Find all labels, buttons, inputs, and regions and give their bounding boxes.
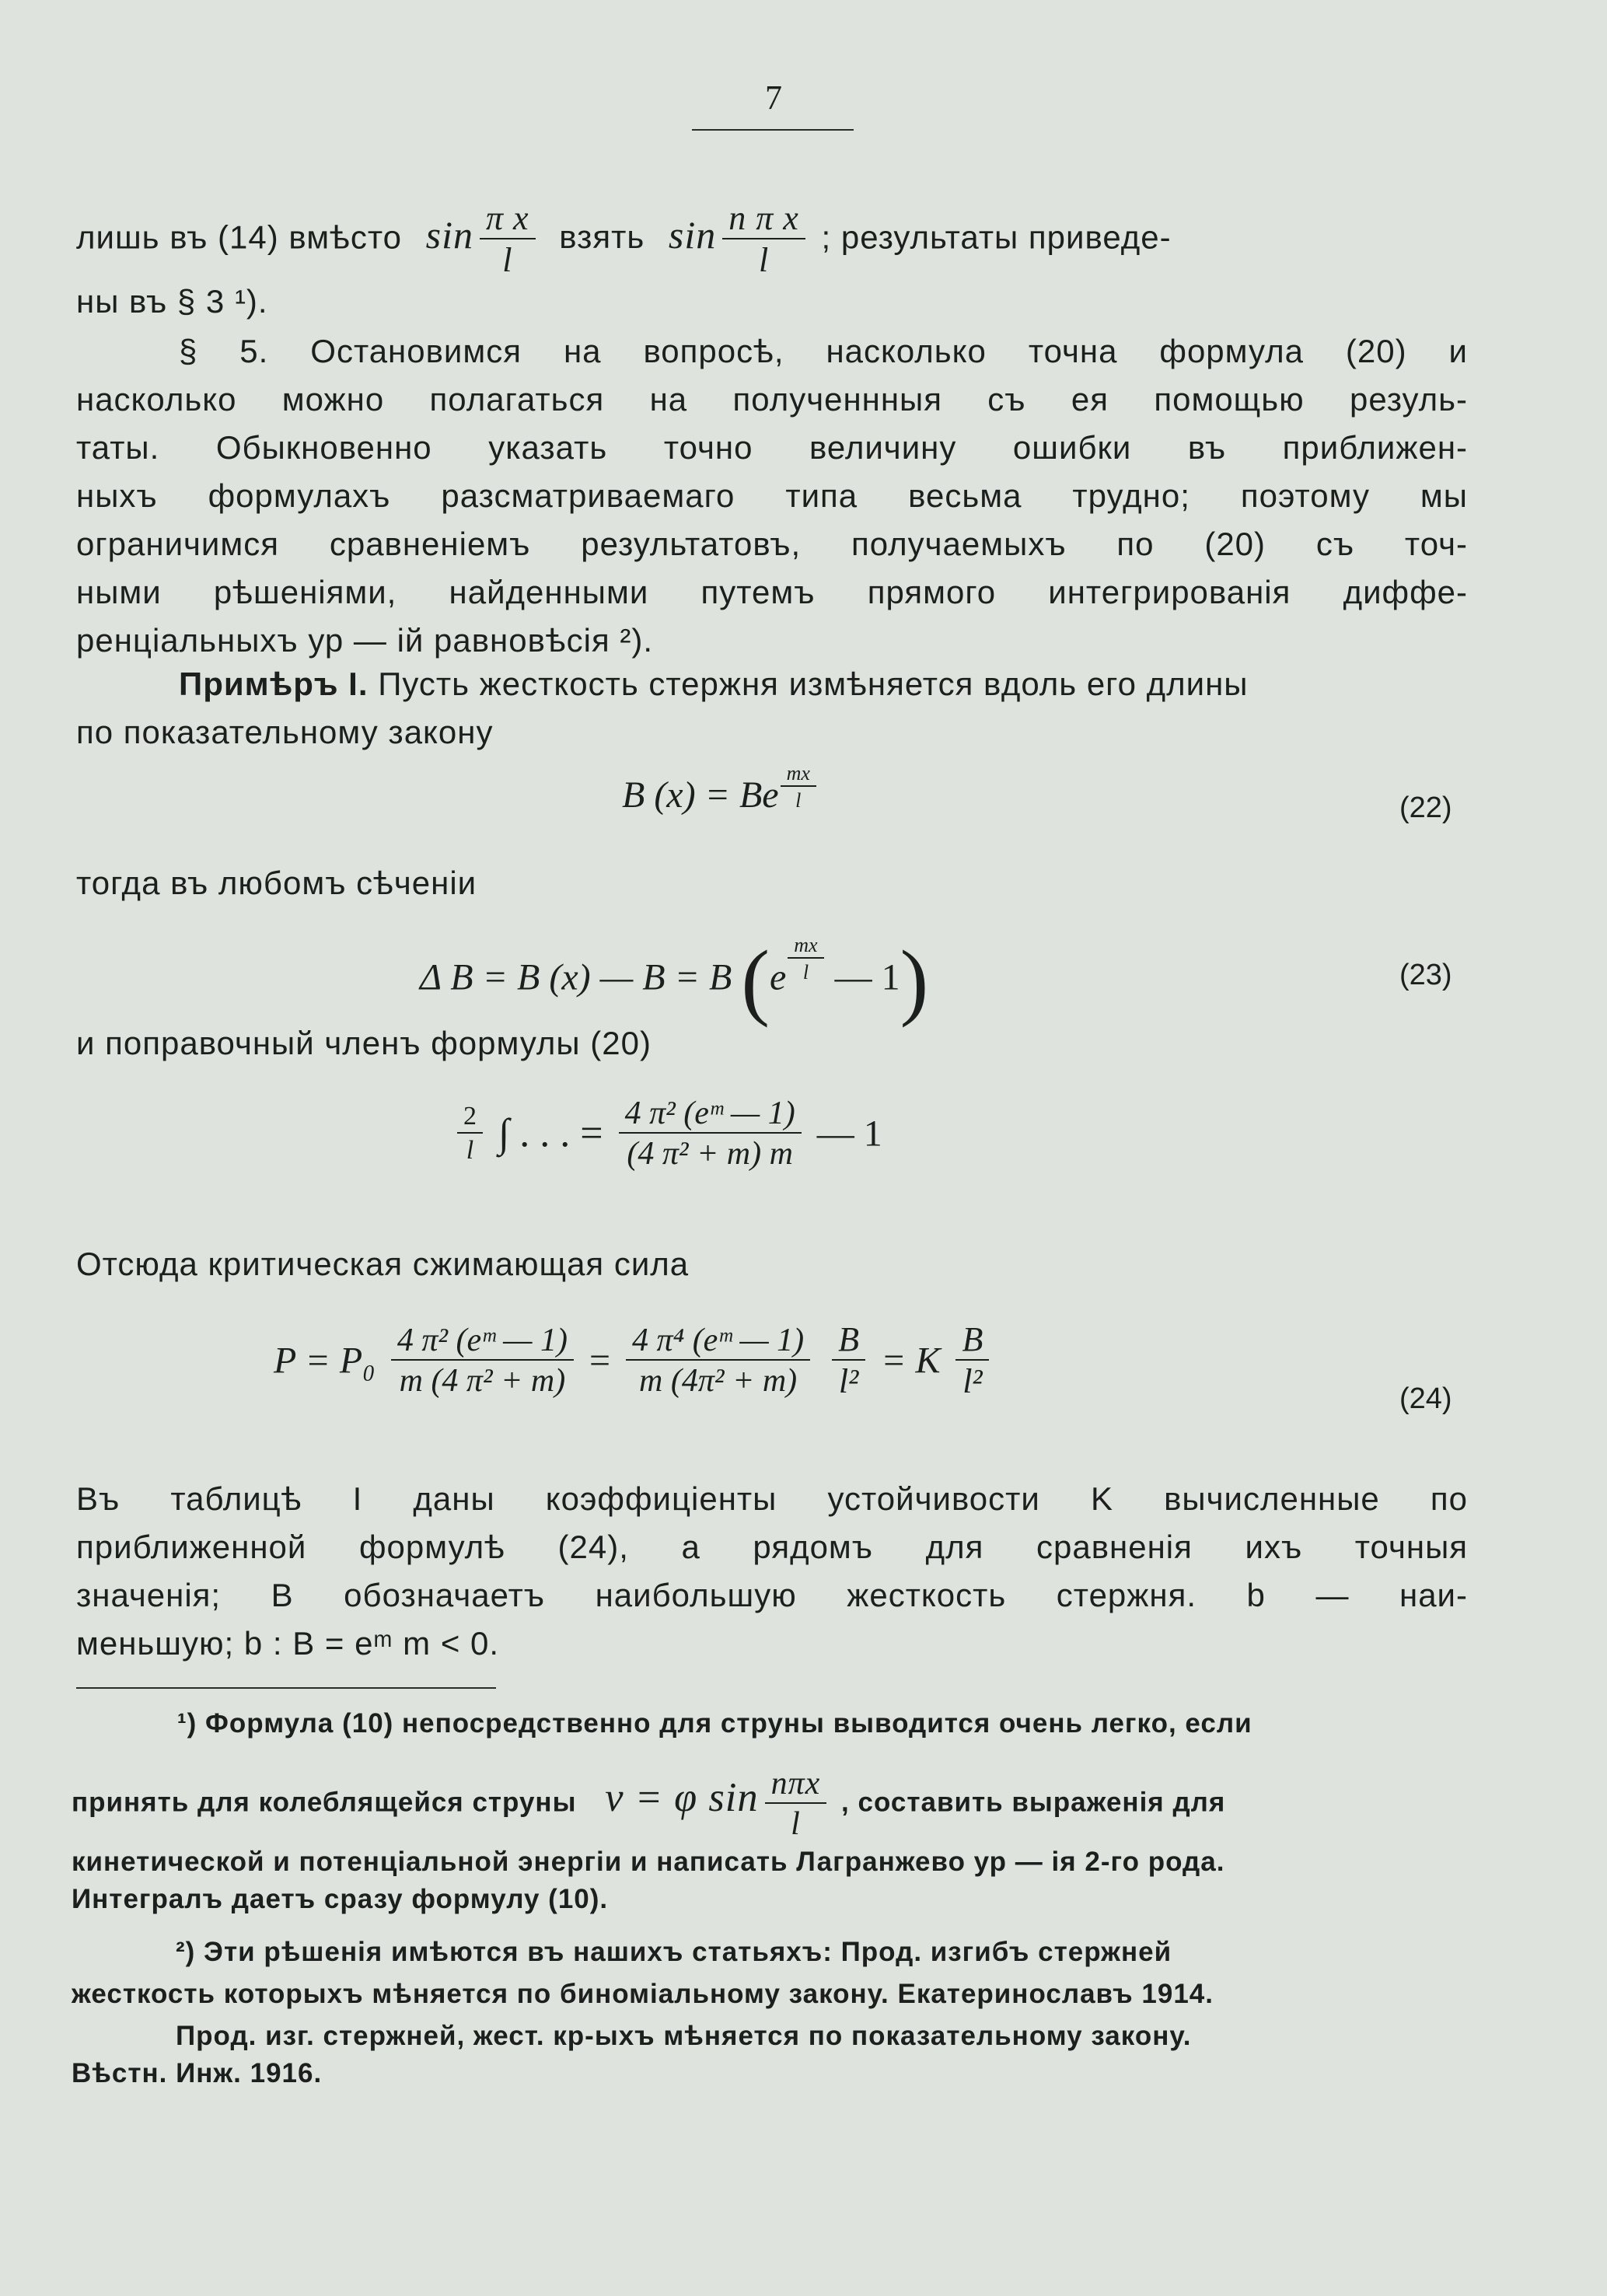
- text-line-18: меньшую; b : B = eᵐ m < 0.: [76, 1625, 500, 1662]
- text-line-3: § 5. Остановимся на вопросѣ, насколько точна формула (20) и: [179, 333, 1468, 369]
- equation-lhs: B (x) = Be: [622, 774, 779, 816]
- left-paren: (: [741, 933, 770, 1028]
- page-number-rule: [692, 129, 854, 131]
- footnote-math: v = φ sin: [605, 1775, 759, 1821]
- text-line-15: Въ таблицѣ I даны коэффиціенты устойчивости K вычисленные по: [76, 1480, 1468, 1517]
- text-line-8: ными рѣшеніями, найденными путемъ прямого интегрированія диффе-: [76, 574, 1468, 610]
- footnote-2-line-3: Прод. изг. стержней, жест. кр-ыхъ мѣняется по показательному закону.: [176, 2021, 1192, 2051]
- fraction-pi-x-over-l: $\frac{\text{π x}}{l}$: [480, 201, 536, 278]
- footnote-1-line-3: кинетической и потенціальной энергіи и написать Лагранжево ур — ія 2-го рода.: [72, 1847, 1225, 1877]
- equation-number-24: (24): [1399, 1382, 1452, 1415]
- example-heading: Примѣръ I.: [179, 666, 369, 702]
- fraction-correction: $\frac{\text{4 π² (eᵐ — 1)}}{\text{(4 π² + m) m}}$: [619, 1096, 802, 1171]
- text-line-4: насколько можно полагаться на полученнныя съ ея помощью резуль-: [76, 381, 1468, 418]
- right-paren: ): [900, 933, 929, 1028]
- exponent-fraction: $\frac{mx}{l}$: [781, 763, 816, 812]
- exponent-fraction: $\frac{mx}{l}$: [788, 935, 823, 984]
- footnote-text: принять для колеблящейся струны: [72, 1787, 577, 1818]
- fraction-B-over-l2: $\frac{B}{\text{l²}}$: [955, 1322, 989, 1400]
- fraction-24-a: $\frac{\text{4 π² (eᵐ — 1)}}{\text{m (4 π² + m)}}$: [391, 1323, 574, 1398]
- equation-tail: — 1: [816, 1113, 882, 1155]
- footnote-1-line-2: [72, 1767, 1471, 1841]
- text-line-5: таты. Обыкновенно указать точно величину ошибки въ приближен-: [76, 429, 1468, 466]
- sin-symbol: sin: [668, 213, 717, 257]
- fraction-24-b: $\frac{\text{4 π⁴ (eᵐ — 1)}}{\text{m (4π² + m)}}$: [626, 1323, 810, 1398]
- footnote-1-line-4: Интегралъ даетъ сразу формулу (10).: [72, 1884, 609, 1914]
- text-fragment: лишь въ (14) вмѣсто: [76, 218, 402, 256]
- equation-lhs: Δ B = B (x) — B = B: [420, 956, 732, 998]
- sin-symbol: sin: [425, 213, 474, 257]
- equation-correction-term: [451, 1096, 882, 1171]
- equation-tail: — 1: [834, 956, 900, 998]
- footnote-text: , составить выраженія для: [841, 1787, 1226, 1818]
- text-line-11: по показательному закону: [76, 714, 494, 750]
- equation-22: [622, 762, 816, 816]
- equation-number-23: (23): [1399, 959, 1452, 991]
- fraction-2-over-l: $\frac{2}{l}$: [457, 1103, 483, 1164]
- equation-23: [420, 931, 928, 1030]
- equation-mid: = K: [881, 1340, 941, 1382]
- equation-24: [274, 1322, 995, 1400]
- footnote-1-line-1: [177, 1704, 1471, 1743]
- footnote-2-line-1: [176, 1933, 1471, 1972]
- footnote-marker: ²): [176, 1937, 196, 1967]
- equation-number-22: (22): [1399, 792, 1452, 824]
- text-line-10: [179, 661, 1468, 708]
- footnote-rule: [76, 1687, 496, 1689]
- equation-lhs: P = P₀: [274, 1340, 376, 1382]
- text-line-13: и поправочный членъ формулы (20): [76, 1025, 652, 1061]
- text-line-16: приближенной формулѣ (24), а рядомъ для сравненія ихъ точныя: [76, 1529, 1468, 1565]
- text-line-17: значенія; B обозначаетъ наибольшую жесткость стержня. b — наи-: [76, 1577, 1468, 1613]
- text-fragment: Пусть жесткость стержня измѣняется вдоль его длины: [378, 666, 1249, 702]
- footnote-text: Формула (10) непосредственно для струны выводится очень легко, если: [205, 1708, 1252, 1739]
- fraction-B-over-l2: $\frac{B}{\text{l²}}$: [832, 1322, 865, 1400]
- text-line-6: ныхъ формулахъ разсматриваемаго типа весьма трудно; поэтому мы: [76, 477, 1468, 514]
- exp-base: e: [769, 956, 787, 998]
- integral-sign: ∫ . . . =: [498, 1111, 603, 1156]
- text-line-12: тогда въ любомъ сѣченіи: [76, 865, 477, 901]
- text-fragment: ; результаты приведе-: [821, 218, 1172, 256]
- text-fragment: взять: [559, 218, 645, 256]
- text-line-14: Отсюда критическая сжимающая сила: [76, 1246, 690, 1282]
- equals-sign: =: [589, 1340, 611, 1382]
- footnote-2-line-2: жесткость которыхъ мѣняется по биноміальному закону. Екатеринославъ 1914.: [72, 1979, 1214, 2009]
- text-line-7: ограничимся сравненіемъ результатовъ, получаемыхъ по (20) съ точ-: [76, 526, 1468, 562]
- text-line-2: ны въ § 3 ¹).: [76, 283, 268, 320]
- fraction-n-pi-x-over-l: $\frac{\text{n π x}}{l}$: [722, 201, 805, 278]
- footnote-2-line-4: Вѣстн. Инж. 1916.: [72, 2058, 323, 2088]
- footnote-text: Эти рѣшенія имѣются въ нашихъ статьяхъ: Прод. изгибъ стержней: [204, 1937, 1172, 1967]
- footnote-marker: ¹): [177, 1708, 197, 1739]
- text-line-1: [76, 201, 1468, 278]
- fraction-n-pi-x-over-l: $\frac{\text{nπx}}{l}$: [765, 1767, 827, 1841]
- text-line-9: ренціальныхъ ур — ій равновѣсія ²).: [76, 622, 654, 659]
- page-number: 7: [765, 79, 782, 117]
